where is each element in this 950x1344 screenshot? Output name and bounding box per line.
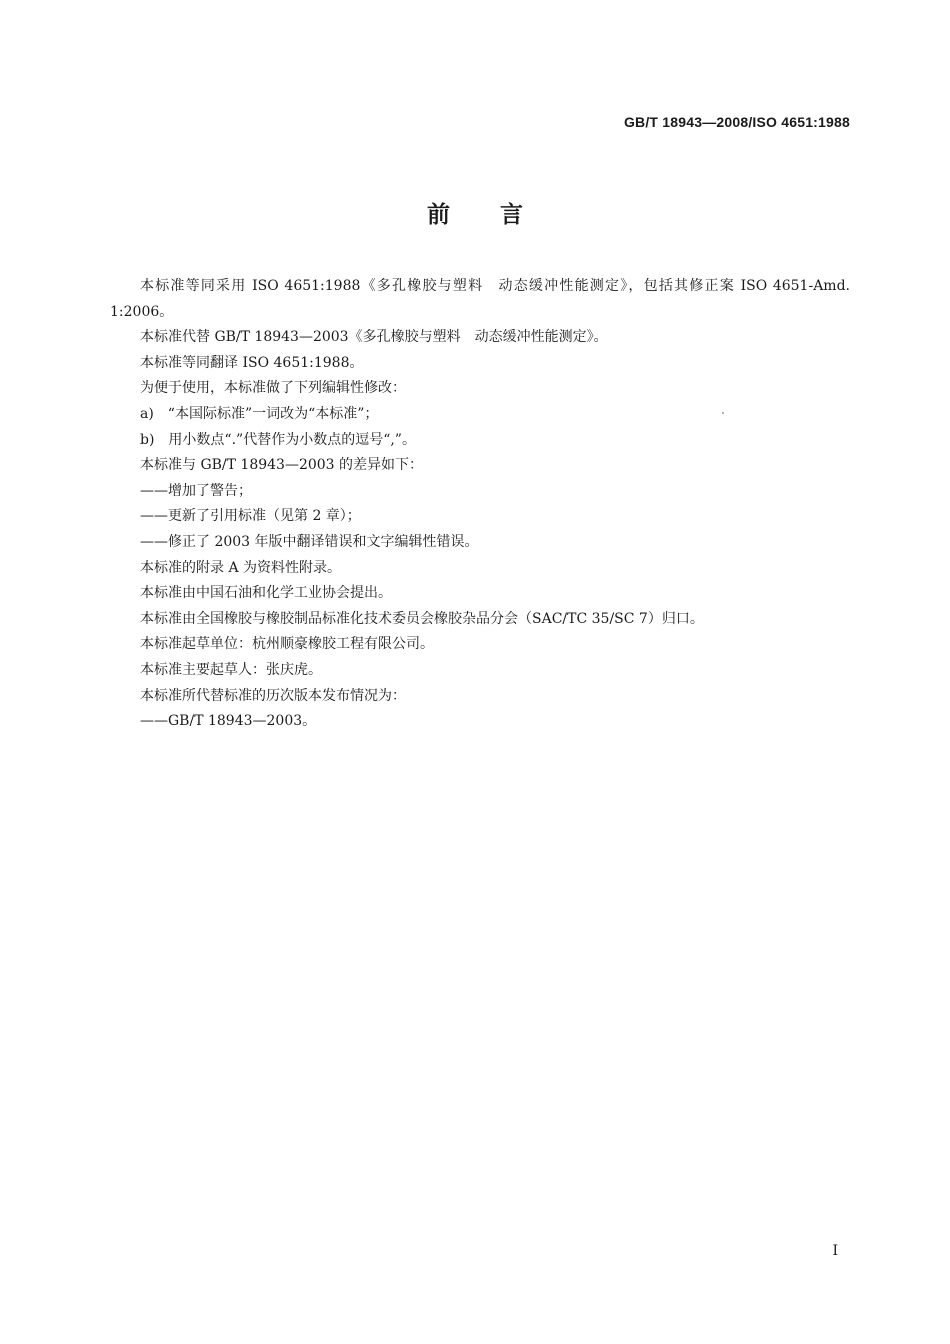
- page-number: I: [832, 1243, 838, 1259]
- standard-code: GB/T 18943—2008/ISO 4651:1988: [623, 114, 850, 130]
- paragraph-annex: 本标准的附录 A 为资料性附录。: [140, 559, 342, 576]
- list-item-b: b) 用小数点“.”代替作为小数点的逗号“,”。: [140, 431, 416, 448]
- paragraph-editorial-intro: 为便于使用，本标准做了下列编辑性修改：: [140, 380, 406, 397]
- paragraph-translation: 本标准等同翻译 ISO 4651:1988。: [140, 354, 364, 371]
- paragraph-centralized-by: 本标准由全国橡胶与橡胶制品标准化技术委员会橡胶杂品分会（SAC/TC 35/SC 7）归口。: [140, 610, 704, 627]
- foreword-body: [110, 274, 850, 735]
- scan-speck: [722, 412, 724, 414]
- page-title: 前言: [427, 202, 573, 228]
- paragraph-replaces: 本标准代替 GB/T 18943—2003《多孔橡胶与塑料 动态缓冲性能测定》。: [140, 329, 608, 346]
- paragraph-history-intro: 本标准所代替标准的历次版本发布情况为：: [140, 687, 406, 704]
- paragraph-drafter: 本标准主要起草人：张庆虎。: [140, 661, 322, 678]
- dash-item-previous-edition: ——GB/T 18943—2003。: [140, 713, 317, 730]
- paragraph-proposed-by: 本标准由中国石油和化学工业协会提出。: [140, 585, 392, 602]
- dash-item-references: ——更新了引用标准（见第 2 章）；: [140, 508, 361, 525]
- list-item-a: a) “本国际标准”一词改为“本标准”；: [140, 405, 379, 422]
- dash-item-corrections: ——修正了 2003 年版中翻译错误和文字编辑性错误。: [140, 533, 479, 550]
- dash-item-warning: ——增加了警告；: [140, 482, 252, 499]
- paragraph-drafting-unit: 本标准起草单位：杭州顺豪橡胶工程有限公司。: [140, 636, 434, 653]
- paragraph-differences-intro: 本标准与 GB/T 18943—2003 的差异如下：: [140, 457, 424, 474]
- paragraph-adoption: 本标准等同采用 ISO 4651:1988《多孔橡胶与塑料 动态缓冲性能测定》，包括其修正案 ISO 4651-Amd. 1:2006。: [110, 278, 850, 320]
